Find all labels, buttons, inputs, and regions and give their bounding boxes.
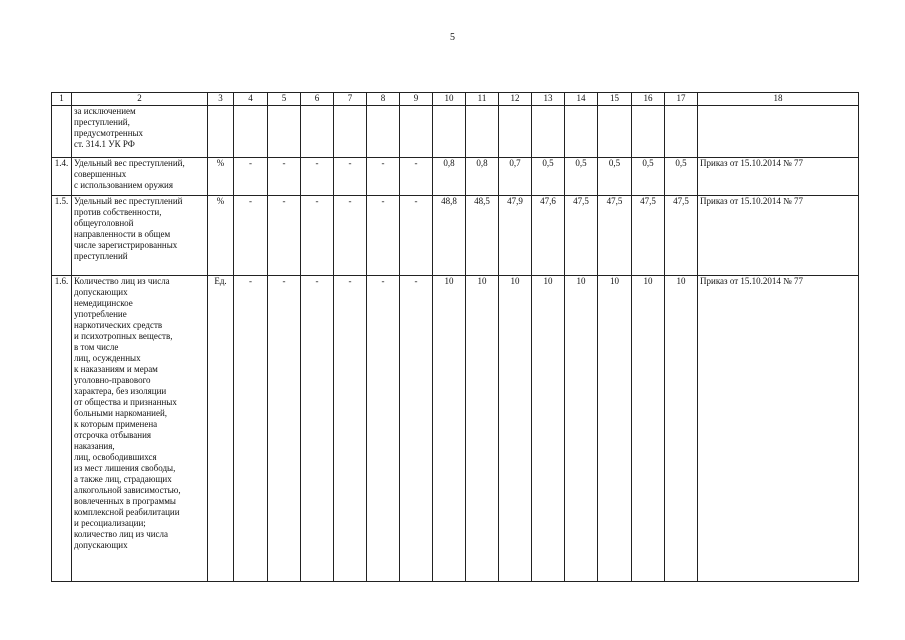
value-cell: 10 (532, 276, 565, 582)
value-cell-empty: - (268, 276, 301, 582)
value-cell (433, 106, 466, 158)
indicator-text-line: характера, без изоляции (74, 386, 167, 396)
row-number: 1.4. (52, 158, 72, 196)
value-cell: 0,5 (532, 158, 565, 196)
column-header-8: 8 (367, 93, 400, 106)
value-cell: 47,5 (665, 196, 698, 276)
value-cell: 47,5 (632, 196, 665, 276)
value-cell: 47,9 (499, 196, 532, 276)
value-cell-empty (400, 106, 433, 158)
indicator-text-line: от общества и признанных (74, 397, 177, 407)
indicator-text-line: уголовно-правового (74, 375, 151, 385)
column-header-9: 9 (400, 93, 433, 106)
column-header-15: 15 (598, 93, 632, 106)
value-cell-empty: - (400, 276, 433, 582)
table-row (52, 196, 859, 276)
column-header-5: 5 (268, 93, 301, 106)
unit-cell (208, 106, 234, 158)
basis-document: Приказ от 15.10.2014 № 77 (698, 158, 859, 196)
column-header-3: 3 (208, 93, 234, 106)
indicator-text-line: наказания, (74, 441, 115, 451)
value-cell: 47,6 (532, 196, 565, 276)
value-cell: 48,5 (466, 196, 499, 276)
table-row (52, 158, 859, 196)
value-cell-empty: - (234, 196, 268, 276)
value-cell-empty: - (367, 158, 400, 196)
indicator-text-line: преступлений (74, 251, 128, 261)
value-cell-empty (268, 106, 301, 158)
value-cell-empty (367, 106, 400, 158)
value-cell: 0,8 (466, 158, 499, 196)
table-body (52, 106, 859, 582)
indicator-name (72, 276, 208, 582)
value-cell-empty: - (334, 276, 367, 582)
value-cell (665, 106, 698, 158)
column-header-12: 12 (499, 93, 532, 106)
column-header-16: 16 (632, 93, 665, 106)
value-cell-empty: - (301, 158, 334, 196)
value-cell: 10 (433, 276, 466, 582)
basis-document: Приказ от 15.10.2014 № 77 (698, 196, 859, 276)
value-cell-empty: - (400, 196, 433, 276)
value-cell-empty: - (367, 196, 400, 276)
value-cell-empty: - (301, 276, 334, 582)
table-row (52, 276, 859, 582)
value-cell-empty: - (268, 158, 301, 196)
column-header-2: 2 (72, 93, 208, 106)
indicators-table (51, 92, 859, 582)
indicator-text-line: отсрочка отбывания (74, 430, 152, 440)
indicator-name (72, 106, 208, 158)
value-cell-empty (301, 106, 334, 158)
value-cell: 0,5 (598, 158, 632, 196)
indicator-text-line: числе зарегистрированных (74, 240, 178, 250)
value-cell: 10 (598, 276, 632, 582)
indicator-text-line: Количество лиц из числа (74, 276, 170, 286)
column-header-17: 17 (665, 93, 698, 106)
indicator-text-line: направленности в общем (74, 229, 171, 239)
indicator-text-line: из мест лишения свободы, (74, 463, 176, 473)
indicator-text-line: ст. 314.1 УК РФ (74, 139, 135, 149)
column-header-6: 6 (301, 93, 334, 106)
value-cell-empty: - (334, 196, 367, 276)
indicator-text-line: совершенных (74, 169, 127, 179)
indicator-text-line: к которым применена (74, 419, 158, 429)
row-number (52, 106, 72, 158)
indicator-text-line: общеуголовной (74, 218, 134, 228)
value-cell (466, 106, 499, 158)
indicator-text-line: в том числе (74, 342, 119, 352)
page-number: 5 (450, 32, 455, 43)
value-cell: 48,8 (433, 196, 466, 276)
value-cell: 10 (499, 276, 532, 582)
unit-cell: % (208, 196, 234, 276)
indicator-text-line: а также лиц, страдающих (74, 474, 172, 484)
indicator-text-line: алкогольной зависимостью, (74, 485, 181, 495)
indicator-text-line: предусмотренных (74, 128, 144, 138)
column-header-18: 18 (698, 93, 859, 106)
value-cell: 10 (466, 276, 499, 582)
value-cell-empty (334, 106, 367, 158)
value-cell: 0,5 (565, 158, 598, 196)
column-header-1: 1 (52, 93, 72, 106)
value-cell-empty: - (234, 276, 268, 582)
unit-cell: % (208, 158, 234, 196)
indicator-text-line: к наказаниям и мерам (74, 364, 158, 374)
column-header-11: 11 (466, 93, 499, 106)
value-cell-empty (234, 106, 268, 158)
value-cell: 10 (665, 276, 698, 582)
indicator-text-line: количество лиц из числа (74, 529, 169, 539)
indicator-text-line: и ресоциализации; (74, 518, 146, 528)
row-number: 1.5. (52, 196, 72, 276)
indicator-name (72, 196, 208, 276)
value-cell: 10 (565, 276, 598, 582)
value-cell: 10 (632, 276, 665, 582)
table-row (52, 106, 859, 158)
column-header-14: 14 (565, 93, 598, 106)
value-cell: 0,8 (433, 158, 466, 196)
value-cell: 47,5 (598, 196, 632, 276)
value-cell-empty: - (301, 196, 334, 276)
indicator-text-line: с использованием оружия (74, 180, 173, 190)
indicator-text-line: Удельный вес преступлений (74, 196, 183, 206)
value-cell-empty: - (234, 158, 268, 196)
indicator-text-line: больными наркоманией, (74, 408, 168, 418)
indicator-text-line: допускающих (74, 287, 128, 297)
indicator-text-line: немедицинское (74, 298, 133, 308)
indicator-text-line: и психотропных веществ, (74, 331, 173, 341)
indicator-text-line: против собственности, (74, 207, 162, 217)
value-cell (632, 106, 665, 158)
column-header-10: 10 (433, 93, 466, 106)
value-cell (565, 106, 598, 158)
column-header-13: 13 (532, 93, 565, 106)
table-header-row (52, 93, 859, 106)
indicator-text-line: Удельный вес преступлений, (74, 158, 185, 168)
indicator-text-line: допускающих (74, 540, 128, 550)
row-number: 1.6. (52, 276, 72, 582)
indicator-text-line: преступлений, (74, 117, 130, 127)
value-cell (598, 106, 632, 158)
column-header-4: 4 (234, 93, 268, 106)
indicator-name (72, 158, 208, 196)
basis-document: Приказ от 15.10.2014 № 77 (698, 276, 859, 582)
value-cell: 0,5 (632, 158, 665, 196)
indicator-text-line: комплексной реабилитации (74, 507, 180, 517)
basis-document (698, 106, 859, 158)
value-cell: 0,5 (665, 158, 698, 196)
value-cell-empty: - (367, 276, 400, 582)
value-cell (499, 106, 532, 158)
indicator-text-line: лиц, осужденных (74, 353, 141, 363)
indicator-text-line: за исключением (74, 106, 136, 116)
value-cell (532, 106, 565, 158)
value-cell: 0,7 (499, 158, 532, 196)
indicator-text-line: вовлеченных в программы (74, 496, 176, 506)
value-cell: 47,5 (565, 196, 598, 276)
indicator-text-line: наркотических средств (74, 320, 163, 330)
indicator-text-line: лиц, освободившихся (74, 452, 157, 462)
column-header-7: 7 (334, 93, 367, 106)
value-cell-empty: - (400, 158, 433, 196)
indicator-text-line: употребление (74, 309, 127, 319)
unit-cell: Ед. (208, 276, 234, 582)
value-cell-empty: - (334, 158, 367, 196)
value-cell-empty: - (268, 196, 301, 276)
